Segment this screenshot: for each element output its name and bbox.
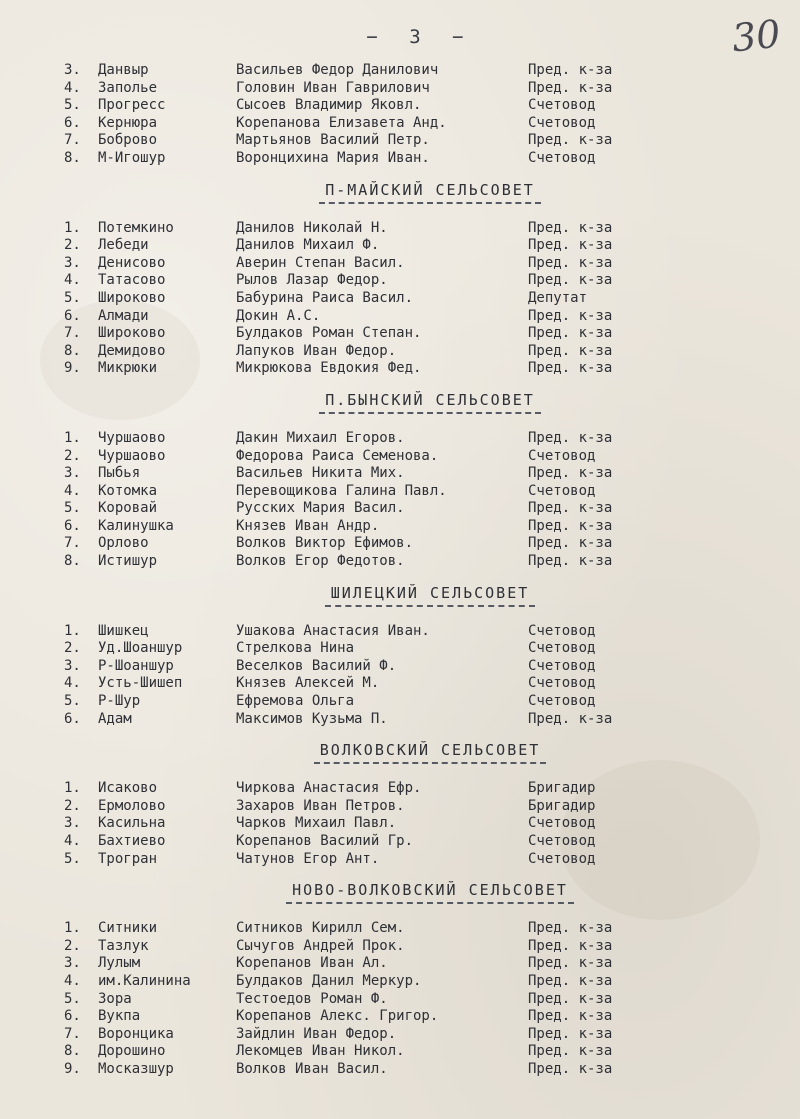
village-name: Зора — [98, 990, 132, 1007]
person-name: Ефремова Ольга — [236, 693, 355, 710]
village-name: Орлово — [98, 535, 149, 552]
entry-number: 1. — [64, 780, 81, 797]
person-name: Микрюкова Евдокия Фед. — [236, 360, 422, 377]
list-item — [0, 115, 800, 133]
village-name: Р-Шур — [98, 693, 141, 710]
list-item — [0, 62, 800, 80]
person-position: Пред. к-за — [528, 325, 613, 342]
entry-number: 3. — [64, 465, 81, 482]
person-position: Счетовод — [528, 482, 596, 499]
list-item — [0, 623, 800, 641]
person-name: Ситников Кирилл Сем. — [236, 920, 405, 937]
person-position: Пред. к-за — [528, 937, 613, 954]
entry-number: 2. — [64, 447, 81, 464]
list-item — [0, 237, 800, 255]
village-name: Дорошино — [98, 1043, 166, 1060]
person-name: Волков Иван Васил. — [236, 1060, 388, 1077]
person-name: Максимов Кузьма П. — [236, 710, 388, 727]
village-name: Татасово — [98, 272, 166, 289]
entry-number: 5. — [64, 990, 81, 1007]
entry-number: 9. — [64, 1060, 81, 1077]
entry-number: 4. — [64, 675, 81, 692]
person-position: Пред. к-за — [528, 500, 613, 517]
person-name: Зайдлин Иван Федор. — [236, 1025, 397, 1042]
person-name: Корепанов Иван Ал. — [236, 955, 388, 972]
entry-number: 2. — [64, 640, 81, 657]
list-item — [0, 308, 800, 326]
entry-number: 1. — [64, 429, 81, 446]
village-name: Котомка — [98, 482, 158, 499]
person-name: Чатунов Егор Ант. — [236, 850, 380, 867]
list-item — [0, 272, 800, 290]
entry-number: 2. — [64, 797, 81, 814]
village-name: Широково — [98, 289, 166, 306]
person-position: Пред. к-за — [528, 972, 613, 989]
entry-number: 3. — [64, 955, 81, 972]
person-name: Данилов Николай Н. — [236, 219, 388, 236]
person-name: Головин Иван Гаврилович — [236, 79, 430, 96]
village-name: Адам — [98, 710, 132, 727]
person-name: Волков Виктор Ефимов. — [236, 535, 414, 552]
section-heading — [0, 180, 800, 206]
village-name: Алмади — [98, 307, 149, 324]
village-name: М-Игошур — [98, 149, 166, 166]
list-item — [0, 991, 800, 1009]
person-name: Князев Алексей М. — [236, 675, 380, 692]
page-number: − 3 − — [366, 26, 474, 48]
person-name: Корепанова Елизавета Анд. — [236, 114, 447, 131]
roster-section — [0, 180, 800, 378]
village-name: Ермолово — [98, 797, 166, 814]
person-position: Счетовод — [528, 675, 596, 692]
section-heading — [0, 390, 800, 416]
entry-number: 5. — [64, 850, 81, 867]
person-name: Бабурина Раиса Васил. — [236, 289, 414, 306]
list-item — [0, 80, 800, 98]
roster-section — [0, 390, 800, 571]
village-name: Чуршаово — [98, 447, 166, 464]
person-name: Дакин Михаил Егоров. — [236, 429, 405, 446]
entry-number: 8. — [64, 342, 81, 359]
person-position: Пред. к-за — [528, 254, 613, 271]
person-position: Счетовод — [528, 833, 596, 849]
entry-number: 3. — [64, 254, 81, 271]
list-item — [0, 97, 800, 115]
person-position: Пред. к-за — [528, 62, 613, 78]
person-name: Васильев Федор Данилович — [236, 62, 439, 78]
village-name: Демидово — [98, 342, 166, 359]
roster-section — [0, 62, 800, 168]
person-position: Счетовод — [528, 114, 596, 131]
person-name: Федорова Раиса Семенова. — [236, 447, 439, 464]
section-title: НОВО-ВОЛКОВСКИЙ СЕЛЬСОВЕТ — [286, 881, 574, 904]
person-name: Захаров Иван Петров. — [236, 797, 405, 814]
list-item — [0, 360, 800, 378]
person-name: Докин А.С. — [236, 307, 321, 324]
entry-number: 4. — [64, 482, 81, 499]
village-name: Воронцика — [98, 1025, 174, 1042]
person-name: Рылов Лазар Федор. — [236, 272, 388, 289]
list-item — [0, 255, 800, 273]
list-item — [0, 955, 800, 973]
person-name: Данилов Михаил Ф. — [236, 237, 380, 254]
list-item — [0, 448, 800, 466]
village-name: Денисово — [98, 254, 166, 271]
list-item — [0, 430, 800, 448]
person-name: Мартьянов Василий Петр. — [236, 132, 430, 149]
village-name: Лулым — [98, 955, 141, 972]
list-item — [0, 798, 800, 816]
entry-number: 2. — [64, 937, 81, 954]
village-name: Касильна — [98, 815, 166, 832]
person-position: Пред. к-за — [528, 1043, 613, 1060]
village-name: Уд.Шоаншур — [98, 640, 183, 657]
person-name: Тестоедов Роман Ф. — [236, 990, 388, 1007]
person-position: Бригадир — [528, 780, 596, 797]
list-item — [0, 220, 800, 238]
entry-number: 1. — [64, 920, 81, 937]
village-name: Калинушка — [98, 517, 174, 534]
list-item — [0, 1008, 800, 1026]
list-item — [0, 325, 800, 343]
person-name: Чарков Михаил Павл. — [236, 815, 397, 832]
village-name: Пыбья — [98, 465, 141, 482]
entry-number: 6. — [64, 517, 81, 534]
list-item — [0, 483, 800, 501]
entry-number: 3. — [64, 657, 81, 674]
village-name: Широково — [98, 325, 166, 342]
list-item — [0, 640, 800, 658]
village-name: Боброво — [98, 132, 158, 149]
person-position: Счетовод — [528, 447, 596, 464]
list-item — [0, 780, 800, 798]
list-item — [0, 132, 800, 150]
person-name: Русских Мария Васил. — [236, 500, 405, 517]
person-name: Корепанов Василий Гр. — [236, 833, 414, 849]
entry-number: 9. — [64, 360, 81, 377]
person-name: Аверин Степан Васил. — [236, 254, 405, 271]
section-title: П-МАЙСКИЙ СЕЛЬСОВЕТ — [319, 181, 541, 204]
entry-number: 7. — [64, 535, 81, 552]
person-position: Пред. к-за — [528, 342, 613, 359]
list-item — [0, 535, 800, 553]
entry-number: 5. — [64, 97, 81, 114]
list-item — [0, 815, 800, 833]
person-position: Пред. к-за — [528, 1025, 613, 1042]
village-name: Истишур — [98, 553, 158, 570]
entry-number: 6. — [64, 114, 81, 131]
person-name: Корепанов Алекс. Григор. — [236, 1008, 439, 1025]
entry-number: 1. — [64, 219, 81, 236]
village-name: Усть-Шишеп — [98, 675, 183, 692]
person-position: Счетовод — [528, 657, 596, 674]
roster-list — [0, 62, 800, 1079]
person-position: Счетовод — [528, 149, 596, 166]
village-name: Заполье — [98, 79, 158, 96]
entry-number: 4. — [64, 79, 81, 96]
section-heading — [0, 583, 800, 609]
person-name: Волков Егор Федотов. — [236, 553, 405, 570]
list-item — [0, 711, 800, 729]
village-name: Р-Шоаншур — [98, 657, 174, 674]
entry-number: 8. — [64, 553, 81, 570]
roster-section — [0, 583, 800, 729]
village-name: Коровай — [98, 500, 158, 517]
list-item — [0, 675, 800, 693]
person-name: Ушакова Анастасия Иван. — [236, 622, 430, 639]
person-position: Пред. к-за — [528, 237, 613, 254]
village-name: Ситники — [98, 920, 158, 937]
person-position: Пред. к-за — [528, 1060, 613, 1077]
person-position: Пред. к-за — [528, 955, 613, 972]
person-position: Депутат — [528, 289, 588, 306]
list-item — [0, 1043, 800, 1061]
village-name: Трогран — [98, 850, 158, 867]
entry-number: 2. — [64, 237, 81, 254]
list-item — [0, 973, 800, 991]
entry-number: 6. — [64, 1008, 81, 1025]
village-name: Тазлук — [98, 937, 149, 954]
list-item — [0, 465, 800, 483]
person-name: Князев Иван Андр. — [236, 517, 380, 534]
list-item — [0, 920, 800, 938]
village-name: Лебеди — [98, 237, 149, 254]
handwritten-folio-number: 30 — [729, 11, 783, 61]
entry-number: 6. — [64, 307, 81, 324]
section-title: П.БЫНСКИЙ СЕЛЬСОВЕТ — [319, 391, 541, 414]
section-title: ВОЛКОВСКИЙ СЕЛЬСОВЕТ — [314, 741, 547, 764]
person-position: Пред. к-за — [528, 553, 613, 570]
person-position: Пред. к-за — [528, 79, 613, 96]
village-name: Микрюки — [98, 360, 158, 377]
village-name: Прогресс — [98, 97, 166, 114]
list-item — [0, 833, 800, 851]
person-position: Пред. к-за — [528, 517, 613, 534]
person-position: Пред. к-за — [528, 1008, 613, 1025]
list-item — [0, 500, 800, 518]
entry-number: 5. — [64, 693, 81, 710]
entry-number: 5. — [64, 500, 81, 517]
person-name: Воронцихина Мария Иван. — [236, 149, 430, 166]
village-name: Шишкец — [98, 622, 149, 639]
person-name: Сысоев Владимир Яковл. — [236, 97, 422, 114]
person-name: Лапуков Иван Федор. — [236, 342, 397, 359]
entry-number: 6. — [64, 710, 81, 727]
person-name: Веселков Василий Ф. — [236, 657, 397, 674]
person-position: Пред. к-за — [528, 272, 613, 289]
list-item — [0, 1026, 800, 1044]
person-position: Счетовод — [528, 850, 596, 867]
person-position: Счетовод — [528, 97, 596, 114]
entry-number: 3. — [64, 815, 81, 832]
list-item — [0, 343, 800, 361]
person-position: Счетовод — [528, 815, 596, 832]
list-item — [0, 290, 800, 308]
list-item — [0, 518, 800, 536]
section-heading — [0, 880, 800, 906]
person-position: Пред. к-за — [528, 360, 613, 377]
village-name: им.Калинина — [98, 972, 191, 989]
entry-number: 7. — [64, 1025, 81, 1042]
entry-number: 4. — [64, 972, 81, 989]
entry-number: 8. — [64, 149, 81, 166]
village-name: Исаково — [98, 780, 158, 797]
person-name: Васильев Никита Мих. — [236, 465, 405, 482]
entry-number: 7. — [64, 325, 81, 342]
person-position: Пред. к-за — [528, 219, 613, 236]
list-item — [0, 851, 800, 869]
section-heading — [0, 740, 800, 766]
village-name: Москазшур — [98, 1060, 174, 1077]
list-item — [0, 553, 800, 571]
person-name: Сычугов Андрей Прок. — [236, 937, 405, 954]
person-position: Пред. к-за — [528, 990, 613, 1007]
person-name: Лекомцев Иван Никол. — [236, 1043, 405, 1060]
person-position: Пред. к-за — [528, 535, 613, 552]
entry-number: 7. — [64, 132, 81, 149]
village-name: Кернюра — [98, 114, 158, 131]
person-name: Стрелкова Нина — [236, 640, 355, 657]
village-name: Вукпа — [98, 1008, 141, 1025]
entry-number: 4. — [64, 833, 81, 849]
list-item — [0, 658, 800, 676]
roster-section — [0, 740, 800, 868]
roster-section — [0, 880, 800, 1078]
person-position: Пред. к-за — [528, 710, 613, 727]
person-position: Счетовод — [528, 693, 596, 710]
person-name: Булдаков Данил Меркур. — [236, 972, 422, 989]
person-position: Пред. к-за — [528, 920, 613, 937]
person-position: Счетовод — [528, 622, 596, 639]
person-position: Пред. к-за — [528, 429, 613, 446]
village-name: Чуршаово — [98, 429, 166, 446]
list-item — [0, 150, 800, 168]
entry-number: 8. — [64, 1043, 81, 1060]
person-position: Счетовод — [528, 640, 596, 657]
person-position: Пред. к-за — [528, 307, 613, 324]
village-name: Потемкино — [98, 219, 174, 236]
person-position: Пред. к-за — [528, 132, 613, 149]
entry-number: 3. — [64, 62, 81, 78]
person-position: Бригадир — [528, 797, 596, 814]
village-name: Бахтиево — [98, 833, 166, 849]
section-title: ШИЛЕЦКИЙ СЕЛЬСОВЕТ — [325, 584, 536, 607]
list-item — [0, 1061, 800, 1079]
list-item — [0, 693, 800, 711]
village-name: Данвыр — [98, 62, 149, 78]
person-name: Булдаков Роман Степан. — [236, 325, 422, 342]
entry-number: 4. — [64, 272, 81, 289]
person-name: Перевощикова Галина Павл. — [236, 482, 447, 499]
list-item — [0, 938, 800, 956]
entry-number: 1. — [64, 622, 81, 639]
entry-number: 5. — [64, 289, 81, 306]
person-name: Чиркова Анастасия Ефр. — [236, 780, 422, 797]
person-position: Пред. к-за — [528, 465, 613, 482]
